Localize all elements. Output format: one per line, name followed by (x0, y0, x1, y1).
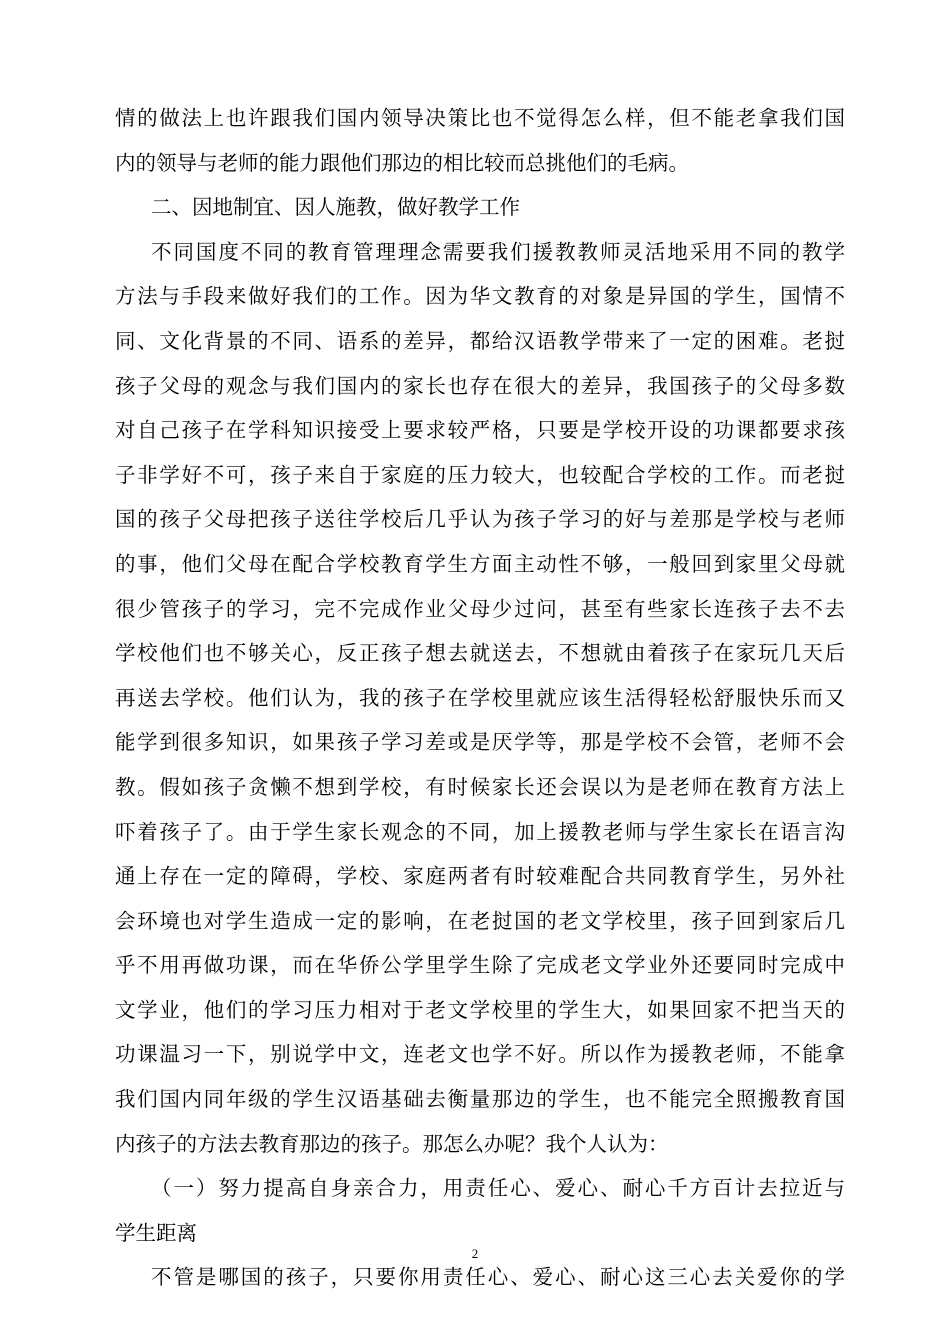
text-line: 国的孩子父母把孩子送往学校后几乎认为孩子学习的好与差那是学校与老师 (115, 507, 845, 532)
text-line: 的事，他们父母在配合学校教育学生方面主动性不够，一般回到家里父母就 (115, 551, 845, 576)
paragraph-first-line: 不管是哪国的孩子，只要你用责任心、爱心、耐心这三心去关爱你的学 (151, 1265, 845, 1290)
subsection-heading: （一）努力提高自身亲合力，用责任心、爱心、耐心千方百计去拉近与 (151, 1176, 845, 1201)
text-line: 功课温习一下，别说学中文，连老文也学不好。所以作为援教老师，不能拿 (115, 1042, 845, 1067)
text-line: 通上存在一定的障碍，学校、家庭两者有时较难配合共同教育学生，另外社 (115, 864, 845, 889)
text-line: 内孩子的方法去教育那边的孩子。那怎么办呢？我个人认为： (115, 1131, 669, 1156)
text-line: 再送去学校。他们认为，我的孩子在学校里就应该生活得轻松舒服快乐而又 (115, 685, 845, 710)
text-line: 对自己孩子在学科知识接受上要求较严格，只要是学校开设的功课都要求孩 (115, 418, 845, 443)
text-line: 情的做法上也许跟我们国内领导决策比也不觉得怎么样，但不能老拿我们国 (115, 106, 845, 130)
text-line: 能学到很多知识，如果孩子学习差或是厌学等，那是学校不会管，老师不会 (115, 730, 845, 755)
page-number: 2 (471, 1246, 479, 1261)
text-line: 教。假如孩子贪懒不想到学校，有时候家长还会误以为是老师在教育方法上 (115, 774, 845, 799)
text-line: 乎不用再做功课，而在华侨公学里学生除了完成老文学业外还要同时完成中 (115, 953, 845, 978)
text-line: 方法与手段来做好我们的工作。因为华文教育的对象是异国的学生，国情不 (115, 284, 845, 309)
text-line: 很少管孩子的学习，完不完成作业父母少过问，甚至有些家长连孩子去不去 (115, 596, 845, 621)
paragraph-first-line: 不同国度不同的教育管理理念需要我们援教教师灵活地采用不同的教学 (151, 239, 845, 264)
subsection-heading-continued: 学生距离 (115, 1220, 197, 1245)
text-line: 内的领导与老师的能力跟他们那边的相比较而总挑他们的毛病。 (115, 150, 689, 175)
text-line: 孩子父母的观念与我们国内的家长也存在很大的差异，我国孩子的父母多数 (115, 373, 845, 398)
text-line: 同、文化背景的不同、语系的差异，都给汉语教学带来了一定的困难。老挝 (115, 328, 845, 353)
document-body (115, 96, 845, 1300)
text-line: 我们国内同年级的学生汉语基础去衡量那边的学生，也不能完全照搬教育国 (115, 1087, 845, 1112)
text-line: 学校他们也不够关心，反正孩子想去就送去，不想就由着孩子在家玩几天后 (115, 641, 845, 666)
text-line: 会环境也对学生造成一定的影响，在老挝国的老文学校里，孩子回到家后几 (115, 908, 845, 933)
section-heading: 二、因地制宜、因人施教，做好教学工作 (151, 195, 520, 220)
text-line: 子非学好不可，孩子来自于家庭的压力较大，也较配合学校的工作。而老挝 (115, 462, 845, 487)
text-line: 吓着孩子了。由于学生家长观念的不同，加上援教老师与学生家长在语言沟 (115, 819, 845, 844)
text-line: 文学业，他们的学习压力相对于老文学校里的学生大，如果回家不把当天的 (115, 997, 845, 1022)
